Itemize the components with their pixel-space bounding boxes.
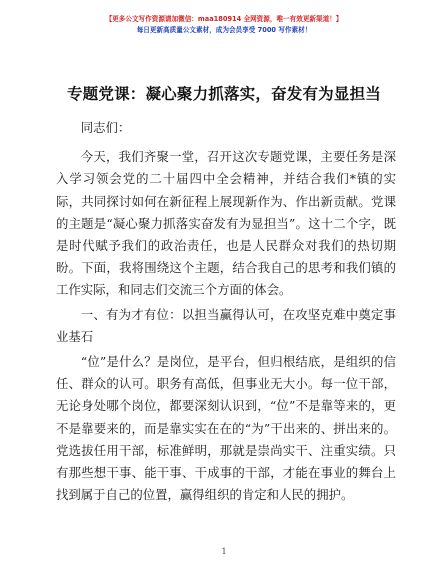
promo-banner bbox=[0, 14, 448, 36]
body-paragraph-section-1: “位”是什么？是岗位，是平台，但归根结底，是组织的信任、群众的认可。职务有高低，但事业无大小。每一位干部，无论身处哪个岗位，都要深刻认识到，“位”不是靠等来的，更不是靠要来的，而是靠实实在在的“为”干出来的、拼出来的。党选拔任用干部，标准鲜明，那就是崇尚实干、注重实绩。只有那些想干事、能干事、干成事的干部，才能在事业的舞台上找到属于自己的位置，赢得组织的肯定和人民的拥护。 bbox=[56, 354, 396, 503]
promo-line-1: 【更多公文写作资源请加微信：maa180914 全网资源，唯一有效更新渠道！】 bbox=[105, 15, 343, 23]
page-number: 1 bbox=[221, 547, 227, 556]
body-paragraph-intro: 今天，我们齐聚一堂，召开这次专题党课，主要任务是深入学习领会党的二十届四中全会精神，并结合我们*镇的实际，共同探讨如何在新征程上展现新作为、作出新贡献。党课的主题是“凝心聚力抓落实奋发有为显担当”。这十二个字，既是时代赋予我们的政治责任，也是人民群众对我们的热切期盼。下面，我将围绕这个主题，结合我自己的思考和我们镇的工作实际，和同志们交流三个方面的体会。 bbox=[56, 149, 396, 298]
document-title: 专题党课：凝心聚力抓落实，奋发有为显担当 bbox=[66, 84, 381, 103]
document-body bbox=[56, 117, 396, 510]
section-heading-1: 一、有为才有位：以担当赢得认可，在攻坚克难中奠定事业基石 bbox=[56, 306, 396, 344]
promo-line-2: 每日更新高质量公文素材，成为会员享受 7000 写作素材！ bbox=[136, 26, 312, 34]
greeting: 同志们： bbox=[80, 120, 131, 135]
